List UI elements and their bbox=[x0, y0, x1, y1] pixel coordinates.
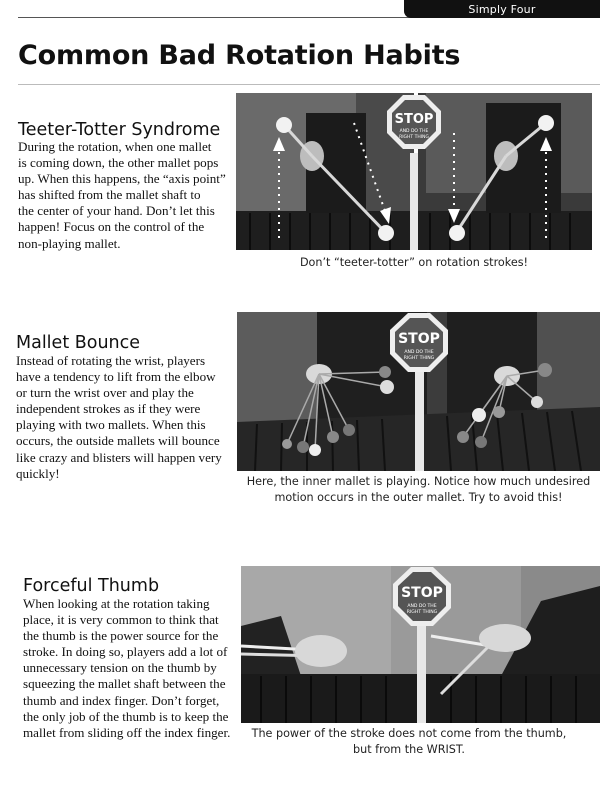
body-line: like crazy and blisters will happen very bbox=[16, 449, 222, 465]
caption-line: The power of the stroke does not come from the thumb, bbox=[251, 727, 567, 740]
body-line: or turn the wrist over and play the bbox=[16, 385, 194, 401]
body-line: happen! Focus on the control of the bbox=[18, 219, 205, 235]
sign-text-main: STOP bbox=[398, 331, 440, 347]
section-body bbox=[16, 353, 222, 482]
body-line: mallet from sliding off the index finger. bbox=[23, 724, 231, 740]
photo-illustration bbox=[236, 93, 592, 250]
section-heading: Teeter-Totter Syndrome bbox=[18, 120, 221, 140]
body-line: When looking at the rotation taking bbox=[23, 596, 210, 611]
header-tab: Simply Four bbox=[404, 0, 600, 18]
body-line: thumb and index finger. Don’t forget, bbox=[23, 692, 220, 708]
photo-caption bbox=[237, 474, 600, 506]
body-line: quickly! bbox=[16, 465, 60, 481]
section-body bbox=[18, 139, 226, 252]
photo-illustration bbox=[237, 312, 600, 471]
sign-text-sub: RIGHT THING bbox=[406, 610, 438, 615]
body-line: the center of your hand. Don’t let this bbox=[18, 203, 215, 219]
body-line: occurs, the outside mallets will bounce bbox=[16, 433, 220, 449]
sign-text-sub: AND DO THE bbox=[404, 350, 434, 355]
body-line: stroke. In doing so, players add a lot of bbox=[23, 644, 228, 660]
stop-sign-icon bbox=[387, 95, 441, 149]
body-line: have a tendency to lift from the elbow bbox=[16, 369, 216, 385]
sign-text-main: STOP bbox=[394, 112, 434, 127]
body-line: up. When this happens, the “axis point” bbox=[18, 171, 226, 187]
photo-forceful-thumb bbox=[241, 566, 600, 723]
body-line: non-playing mallet. bbox=[18, 235, 121, 251]
body-line: the only job of the thumb is to keep the bbox=[23, 708, 229, 724]
body-line: has shifted from the mallet shaft to bbox=[18, 187, 201, 203]
photo-teeter-totter bbox=[236, 93, 592, 250]
section-heading: Mallet Bounce bbox=[16, 333, 141, 353]
page-title: Common Bad Rotation Habits bbox=[18, 40, 461, 71]
photo-caption bbox=[241, 726, 577, 758]
photo-illustration bbox=[241, 566, 600, 723]
body-line: unnecessary tension on the thumb by bbox=[23, 660, 217, 676]
sign-text-sub: AND DO THE bbox=[399, 129, 429, 134]
caption-line: Don’t “teeter-totter” on rotation strokes! bbox=[299, 256, 529, 269]
title-rule bbox=[18, 84, 600, 85]
body-line: Instead of rotating the wrist, players bbox=[16, 353, 206, 368]
sign-text-sub: AND DO THE bbox=[407, 604, 437, 609]
body-line: is coming down, the other mallet pops bbox=[18, 155, 219, 171]
caption-line: Here, the inner mallet is playing. Notice how much undesired bbox=[246, 475, 591, 488]
body-line: playing with two mallets. When this bbox=[16, 417, 206, 433]
sign-text-main: STOP bbox=[401, 585, 443, 601]
section-body bbox=[23, 596, 230, 741]
caption-line: motion occurs in the outer mallet. Try to avoid this! bbox=[274, 491, 563, 504]
caption-line: but from the WRIST. bbox=[353, 743, 465, 756]
body-line: squeezing the mallet shaft between the bbox=[23, 676, 226, 692]
photo-caption bbox=[236, 255, 592, 271]
body-line: independent strokes as if they were bbox=[16, 401, 201, 417]
sign-text-sub: RIGHT THING bbox=[399, 135, 429, 140]
body-line: During the rotation, when one mallet bbox=[18, 139, 212, 154]
photo-mallet-bounce bbox=[237, 312, 600, 471]
body-line: the thumb is the power source for the bbox=[23, 628, 219, 644]
sign-text-sub: RIGHT THING bbox=[403, 356, 435, 361]
section-heading: Forceful Thumb bbox=[23, 576, 160, 596]
body-line: place, it is very common to think that bbox=[23, 612, 219, 628]
